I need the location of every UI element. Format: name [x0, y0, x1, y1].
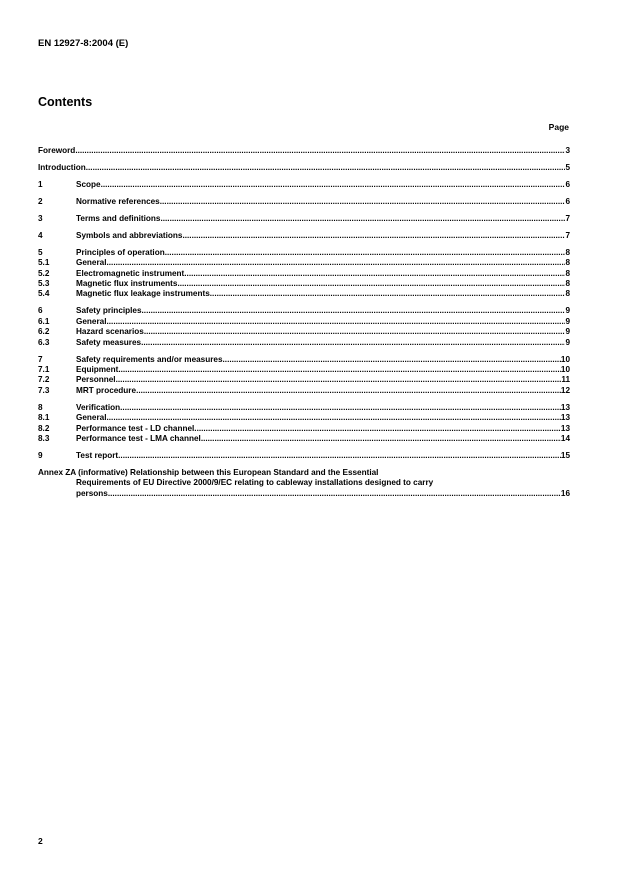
- toc-title: Safety requirements and/or measures: [76, 354, 223, 364]
- toc-number: 9: [38, 450, 43, 460]
- toc-title: Introduction: [38, 162, 86, 172]
- toc-page: 3: [565, 146, 570, 155]
- leader-dots: [120, 403, 561, 413]
- toc-title: Performance test - LD channel: [76, 423, 195, 433]
- leader-dots: [86, 163, 566, 173]
- toc-page: 13: [560, 402, 570, 412]
- toc-title: Magnetic flux instruments: [76, 279, 178, 289]
- toc-number: 7: [38, 354, 43, 364]
- toc-title: Personnel: [76, 375, 116, 385]
- toc-title: Hazard scenarios: [76, 327, 144, 337]
- toc-number: 1: [38, 179, 43, 189]
- toc-page: 11: [561, 375, 570, 385]
- toc-title: Safety principles: [76, 306, 142, 316]
- annex-title-line-2: Requirements of EU Directive 2000/9/EC relating to cableway installations designed to carry: [76, 478, 434, 488]
- toc-number: 8.2: [38, 423, 50, 433]
- leader-dots: [107, 258, 566, 268]
- toc-number: 5.2: [38, 268, 50, 278]
- toc-title: Verification: [76, 402, 121, 412]
- toc-number: 2: [38, 196, 43, 206]
- toc-number: 5.1: [38, 258, 50, 268]
- toc-entry-4[interactable]: [38, 231, 570, 241]
- toc-number: 6.3: [38, 337, 50, 347]
- page-column-label: Page: [548, 122, 569, 132]
- toc-number: 6.2: [38, 327, 50, 337]
- leader-dots: [177, 279, 565, 289]
- toc-number: 7.1: [38, 365, 50, 374]
- toc-number: 8: [38, 402, 43, 412]
- toc-title: Principles of operation: [76, 247, 165, 257]
- toc-page: 12: [560, 385, 570, 395]
- toc-title: General: [76, 316, 107, 326]
- toc-entry-7[interactable]: [38, 355, 570, 365]
- toc-page: 6: [565, 179, 570, 189]
- toc-title: Normative references: [76, 196, 160, 206]
- annex-title-line-1: Annex ZA (informative) Relationship between this European Standard and the Essential: [38, 467, 379, 477]
- leader-dots: [107, 413, 561, 423]
- toc-entry-5-1[interactable]: [38, 258, 570, 268]
- toc-title: Electromagnetic instrument: [76, 268, 185, 278]
- toc-number: 8.1: [38, 413, 50, 423]
- toc-page: 13: [560, 413, 570, 423]
- toc-title: Terms and definitions: [76, 213, 161, 223]
- toc-title: Scope: [76, 179, 101, 189]
- toc-number: 4: [38, 230, 43, 240]
- toc-entry-annex-za[interactable]: [38, 468, 570, 499]
- toc-page: 9: [565, 306, 570, 316]
- table-of-contents: [38, 146, 570, 499]
- toc-title: General: [76, 413, 107, 423]
- toc-entry-5-3[interactable]: [38, 279, 570, 289]
- toc-page: 9: [565, 316, 570, 326]
- toc-number: 7.3: [38, 385, 50, 395]
- toc-page: 10: [560, 354, 570, 364]
- toc-entry-7-3[interactable]: [38, 386, 570, 396]
- toc-number: 8.3: [38, 433, 50, 443]
- toc-entry-6[interactable]: [38, 306, 570, 316]
- toc-page: 6: [565, 196, 570, 206]
- toc-number: 5.4: [38, 289, 50, 299]
- leader-dots: [142, 306, 566, 316]
- toc-entry-6-1[interactable]: [38, 317, 570, 327]
- toc-title: MRT procedure: [76, 385, 137, 395]
- toc-entry-1[interactable]: [38, 180, 570, 190]
- toc-page: 8: [565, 258, 570, 268]
- leader-dots: [184, 269, 565, 279]
- toc-number: 7.2: [38, 375, 50, 385]
- toc-page: 7: [565, 213, 570, 223]
- annex-title-end: persons: [76, 488, 108, 498]
- toc-page: 14: [560, 433, 570, 443]
- leader-dots: [160, 197, 566, 207]
- toc-page: 9: [565, 327, 570, 337]
- toc-page: 15: [560, 450, 570, 460]
- leader-dots: [116, 375, 562, 385]
- toc-entry-5-4[interactable]: [38, 289, 570, 299]
- toc-page: 9: [565, 337, 570, 347]
- leader-dots: [201, 434, 561, 444]
- toc-number: 5: [38, 247, 43, 257]
- toc-number: 5.3: [38, 279, 50, 289]
- leader-dots: [75, 146, 565, 156]
- toc-page: 5: [565, 162, 570, 172]
- toc-number: 3: [38, 213, 43, 223]
- toc-entry-6-3[interactable]: [38, 338, 570, 348]
- toc-page: 8: [565, 279, 570, 289]
- leader-dots: [107, 317, 566, 327]
- leader-dots: [210, 289, 566, 299]
- toc-entry-8-1[interactable]: [38, 413, 570, 423]
- toc-page: 16: [560, 488, 570, 498]
- toc-entry-9[interactable]: [38, 451, 570, 461]
- toc-title: Symbols and abbreviations: [76, 230, 183, 240]
- toc-entry-5[interactable]: [38, 248, 570, 258]
- toc-page: 8: [565, 268, 570, 278]
- leader-dots: [144, 327, 566, 337]
- toc-title: Equipment: [76, 365, 119, 374]
- leader-dots: [136, 386, 561, 396]
- leader-dots: [160, 214, 565, 224]
- toc-title: Performance test - LMA channel: [76, 433, 201, 443]
- toc-entry-2[interactable]: [38, 197, 570, 207]
- toc-title: Magnetic flux leakage instruments: [76, 289, 210, 299]
- toc-page: 13: [560, 423, 570, 433]
- leader-dots: [141, 338, 565, 348]
- leader-dots: [182, 231, 565, 241]
- toc-entry-5-2[interactable]: [38, 269, 570, 279]
- leader-dots: [101, 180, 566, 190]
- leader-dots: [223, 355, 561, 365]
- leader-dots: [118, 365, 561, 375]
- toc-number: 6: [38, 306, 43, 316]
- toc-entry-8-2[interactable]: [38, 424, 570, 434]
- leader-dots: [118, 451, 561, 461]
- toc-page: 8: [565, 247, 570, 257]
- contents-heading: Contents: [38, 95, 93, 109]
- toc-entry-introduction[interactable]: [38, 163, 570, 173]
- leader-dots: [108, 489, 561, 499]
- toc-page: 7: [565, 230, 570, 240]
- toc-title: Safety measures: [76, 337, 142, 347]
- toc-page: 8: [565, 289, 570, 299]
- toc-entry-6-2[interactable]: [38, 327, 570, 337]
- leader-dots: [165, 248, 566, 258]
- toc-page: 10: [560, 365, 570, 374]
- toc-entry-7-1[interactable]: [38, 365, 570, 375]
- toc-title: Foreword: [38, 146, 76, 155]
- leader-dots: [194, 424, 561, 434]
- toc-entry-8[interactable]: [38, 403, 570, 413]
- document-header-id: EN 12927-8:2004 (E): [38, 38, 129, 49]
- toc-entry-7-2[interactable]: [38, 375, 570, 385]
- toc-title: General: [76, 258, 107, 268]
- toc-title: Test report: [76, 450, 119, 460]
- toc-entry-foreword[interactable]: [38, 146, 570, 156]
- toc-entry-3[interactable]: [38, 214, 570, 224]
- toc-number: 6.1: [38, 316, 50, 326]
- toc-entry-8-3[interactable]: [38, 434, 570, 444]
- page-number: 2: [38, 836, 43, 846]
- annex-title-line-3: [38, 489, 570, 499]
